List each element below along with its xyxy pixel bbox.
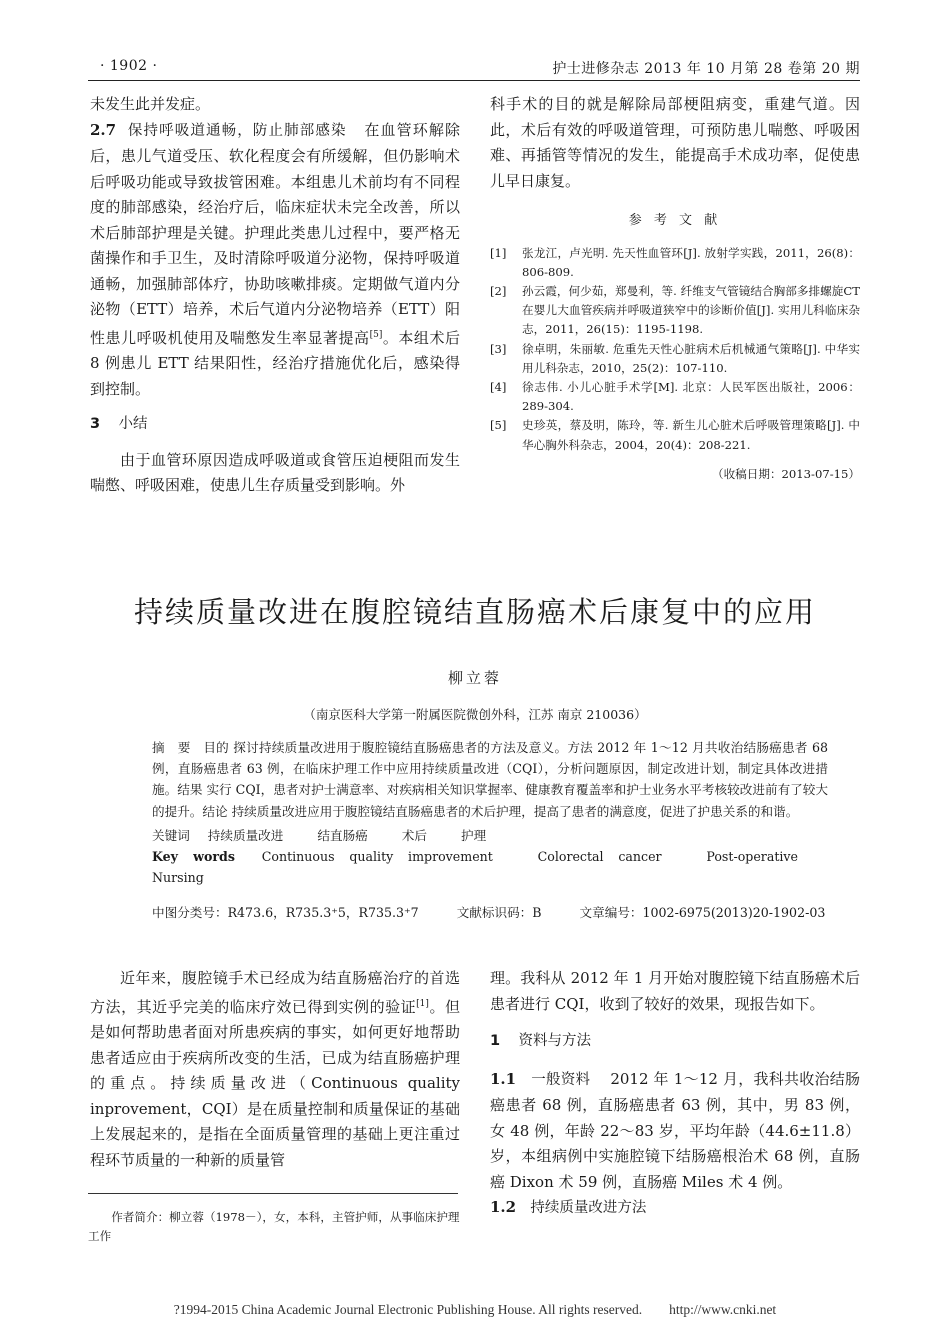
continued-paragraph: 未发生此并发症。 (90, 95, 211, 113)
intro-continued: 理。我科从 2012 年 1 月开始对腹腔镜下结直肠癌术后患者进行 CQI，收到了较好的效果，现报告如下。 (490, 969, 860, 1013)
reference-text: 张龙江，卢光明. 先天性血管环[J]. 放射学实践，2011，26(8)：806-809. (522, 245, 860, 279)
reference-number: [1] (490, 245, 507, 260)
section-title: 持续质量改进方法 (530, 1200, 647, 1216)
reference-number: [3] (490, 341, 507, 356)
document-code: 文献标识码：B (456, 905, 542, 921)
journal-header: 护士进修杂志 2013 年 10 月第 28 卷第 20 期 (552, 61, 860, 77)
left-column-top (90, 92, 460, 499)
section-number: 1.2 (490, 1198, 517, 1216)
reference-number: [5] (490, 418, 507, 433)
body-left-column (90, 966, 460, 1173)
keyword: 结直肠癌 (317, 827, 368, 843)
reference-item (490, 244, 860, 282)
abstract-text: 目的 探讨持续质量改进用于腹腔镜结直肠癌患者的方法及意义。方法 2012 年 1～12 月共收治结肠癌患者 68 例，直肠癌患者 63 例，在临床护理工作中应用持续质量改进（CQI），分析问题原因，制定改进计划，制定具体改进措施。结果 实行 CQI，患者对护士满意率、对疾病相关知识掌握率、健康教育覆盖率和护士业务水平考核较改进前有了较大的提升。结论 持续质量改进应用于腹腔镜结直肠癌患者的术后护理，提高了患者的满意度，促进了护患关系的和谐。 (152, 740, 828, 819)
article-title: 持续质量改进在腹腔镜结直肠癌术后康复中的应用 (133, 595, 816, 629)
intro-paragraph (90, 966, 460, 1173)
reference-text: 徐志伟. 小儿心脏手术学[M]. 北京：人民军医出版社，2006：289-304. (522, 379, 860, 414)
reference-item (490, 416, 860, 454)
key-words-label: Key words (152, 849, 235, 865)
citation: [1] (416, 998, 429, 1009)
reference-number: [2] (490, 283, 507, 298)
section-body-end: 。本组术后 8 例患儿 ETT 结果阳性，经治疗措施优化后，感染得到控制。 (90, 328, 460, 398)
body-right-column (490, 966, 860, 1222)
keyword: 护理 (460, 827, 487, 843)
classification-line (152, 902, 828, 923)
author-name: 柳立蓉 (447, 669, 502, 687)
keywords-label: 关键词 (152, 827, 190, 843)
key-word: Nursing (152, 870, 204, 886)
section-body: 2012 年 1～12 月，我科共收治结肠癌患者 68 例，直肠癌患者 63 例，其中，男 83 例，女 48 例，年龄 22～83 岁，平均年龄（44.6±11.8）岁，本组病例中实施腔镜下结肠癌根治术 68 例，直肠癌 Dixon 术 59 例，直肠癌 Miles 术 4 例。 (490, 1069, 860, 1191)
keywords-line (152, 825, 828, 846)
intro-text-end: 。但是如何帮助患者面对所患疾病的事实，如何更好地帮助患者适应由于疾病所改变的生活，已成为结直肠癌护理的重点。持续质量改进（Continuous quality inprovement，CQI）是在质量控制和质量保证的基础上发展起来的，是指在全面质量管理的基础上更注重过程环节质量的一种新的质量管 (90, 997, 460, 1169)
section-number: 2.7 (90, 120, 117, 139)
clc-number: 中图分类号：R473.6，R735.3⁺5，R735.3⁺7 (152, 905, 419, 921)
section-number: 1.1 (490, 1069, 517, 1088)
summary-paragraph: 由于血管环原因造成呼吸道或食管压迫梗阻而发生喘憋、呼吸困难，使患儿生存质量受到影响。外 (90, 450, 460, 494)
received-date: （收稿日期：2013-07-15） (711, 466, 860, 481)
key-word: Colorectal cancer (537, 849, 662, 865)
section-1-heading (490, 1029, 860, 1055)
section-title: 资料与方法 (518, 1033, 592, 1049)
section-2-7 (90, 118, 460, 403)
section-title: 小结 (118, 416, 148, 432)
page-number: · 1902 · (100, 58, 158, 74)
key-word: Continuous quality improvement (261, 849, 493, 865)
references-title: 参 考 文 献 (628, 213, 722, 228)
reference-item (490, 378, 860, 416)
reference-number: [4] (490, 379, 507, 394)
copyright-line: ?1994-2015 China Academic Journal Electronic Publishing House. All rights reserved. http://www.cnki.net (173, 1302, 777, 1317)
article-number: 文章编号：1002-6975(2013)20-1902-03 (579, 905, 826, 921)
continued-paragraph: 科手术的目的就是解除局部梗阻病变，重建气道。因此，术后有效的呼吸道管理，可预防患儿喘憋、呼吸困难、再插管等情况的发生，能提高手术成功率，促使患儿早日康复。 (490, 95, 860, 190)
section-number: 3 (90, 416, 101, 432)
abstract-block (152, 737, 828, 924)
references-list (490, 244, 860, 455)
intro-text: 近年来，腹腔镜手术已经成为结直肠癌治疗的首选方法，其近乎完美的临床疗效已得到实例的验证 (90, 969, 460, 1016)
key-word: Post-operative (706, 849, 798, 865)
section-number: 1 (490, 1033, 501, 1049)
section-1-1 (490, 1067, 860, 1196)
author-footnote: 作者简介：柳立蓉（1978－），女，本科，主管护师，从事临床护理工作 (88, 1210, 460, 1243)
right-column-top (490, 92, 860, 484)
affiliation: （南京医科大学第一附属医院微创外科，江苏 南京 210036） (303, 707, 647, 722)
section-title: 一般资料 (531, 1071, 591, 1088)
key-words-line (152, 846, 828, 888)
header-rule (88, 80, 860, 81)
reference-text: 徐卓明，朱丽敏. 危重先天性心脏病术后机械通气策略[J]. 中华实用儿科杂志，2010，25(2)：107-110. (522, 341, 860, 375)
keyword: 术后 (401, 827, 427, 843)
reference-text: 史珍英，蔡及明，陈玲，等. 新生儿心脏术后呼吸管理策略[J]. 中华心胸外科杂志，2004，20(4)：208-221. (522, 418, 860, 452)
section-body: 在血管环解除后，患儿气道受压、软化程度会有所缓解，但仍影响术后呼吸功能或导致拔管困难。本组患儿术前均有不同程度的肺部感染，经治疗后，临床症状未完全改善，所以术后肺部护理是关键。护理此类患儿过程中，要严格无菌操作和手卫生，及时清除呼吸道分泌物，保持呼吸道通畅，加强肺部体疗，协助咳嗽排痰。定期做气道内分泌物（ETT）培养，术后气道内分泌物培养（ETT）阳性患儿呼吸机使用及喘憋发生率显著提高 (90, 120, 460, 347)
abstract (152, 737, 828, 822)
reference-item (490, 282, 860, 340)
reference-item (490, 340, 860, 378)
section-1-2 (490, 1195, 860, 1222)
abstract-label: 摘 要 (152, 740, 191, 755)
section-3-heading (90, 412, 460, 438)
reference-text: 孙云霞，何少茹，郑曼利，等. 纤维支气管镜结合胸部多排螺旋CT在婴儿大血管疾病并呼吸道狭窄中的诊断价值[J]. 实用儿科临床杂志，2011，26(15)：1195-1198. (522, 283, 860, 337)
footnote-rule (88, 1193, 458, 1194)
citation: [5] (369, 329, 383, 340)
keyword: 持续质量改进 (207, 827, 284, 843)
section-title: 保持呼吸道通畅，防止肺部感染 (127, 122, 347, 139)
